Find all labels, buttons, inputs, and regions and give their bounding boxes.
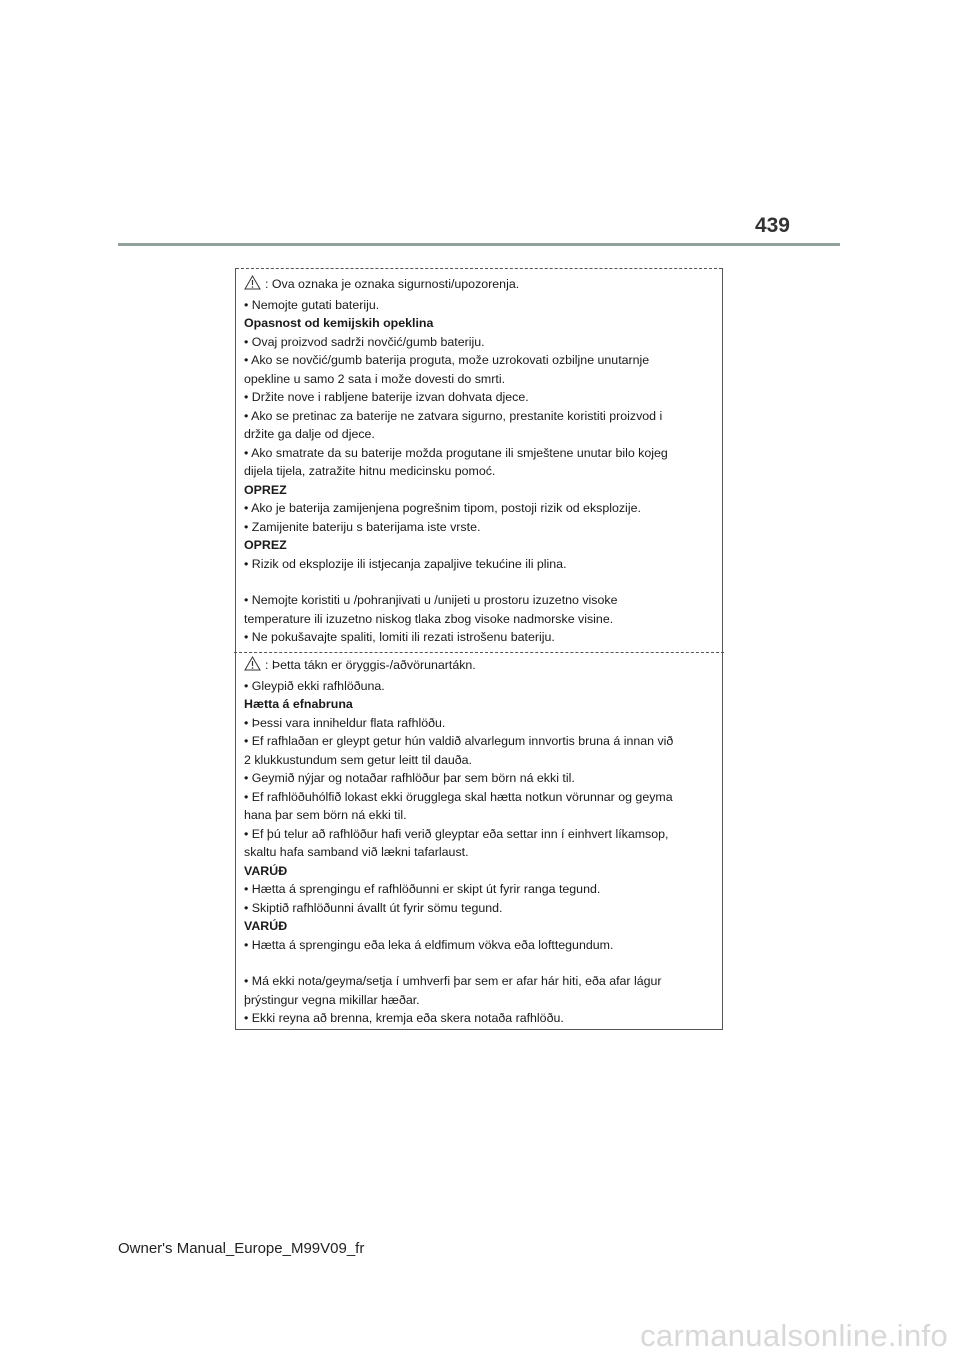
bullet-line: • Ako se novčić/gumb baterija proguta, može uzrokovati ozbiljne unutarnje (244, 353, 650, 367)
icelandic-section (244, 656, 714, 1028)
bullet-line: • Zamijenite bateriju s baterijama iste vrste. (244, 519, 481, 534)
spacer (244, 954, 714, 972)
caution-heading: VARÚÐ (244, 863, 288, 878)
bullet-line: • Ef rafhlaðan er gleypt getur hún valdið alvarlegum innvortis bruna á innan við (244, 734, 674, 748)
continuation-line: dijela tijela, zatražite hitnu medicinsku pomoć. (244, 464, 496, 478)
bullet-line: • Nemojte koristiti u /pohranjivati u /unijeti u prostoru izuzetno visoke (244, 593, 618, 607)
caution-heading: OPREZ (244, 538, 287, 552)
continuation-line: temperature ili izuzetno niskog tlaka zbog visoke nadmorske visine. (244, 611, 614, 626)
continuation-line: þrýstingur vegna mikillar hæðar. (244, 992, 420, 1007)
bullet-line: • Ako je baterija zamijenjena pogrešnim tipom, postoji rizik od eksplozije. (244, 501, 641, 515)
bullet-line: • Hætta á sprengingu eða leka á eldfimum vökva eða lofttegundum. (244, 937, 614, 952)
caution-heading: OPREZ (244, 482, 287, 497)
bullet-line: • Geymið nýjar og notaðar rafhlöður þar sem börn ná ekki til. (244, 771, 575, 785)
bullet-line: • Þessi vara inniheldur flata rafhlöðu. (244, 715, 446, 730)
section-divider (234, 652, 724, 653)
battery-warning-box (235, 268, 723, 1030)
warning-triangle-icon (244, 275, 261, 296)
header-rule (118, 243, 840, 246)
warning-symbol-line (244, 275, 714, 296)
bullet-line: • Ako smatrate da su baterije možda progutane ili smještene unutar bilo kojeg (244, 445, 668, 460)
warning-symbol-text: : Ova oznaka je oznaka sigurnosti/upozorenja. (265, 277, 520, 291)
footer-manual-id: Owner's Manual_Europe_M99V09_fr (118, 1240, 365, 1257)
bullet-line: • Ef rafhlöðuhólfið lokast ekki örugglega skal hætta notkun vörunnar og geyma (244, 789, 673, 804)
box-top-dashed-border (236, 268, 722, 269)
bullet-line: • Ekki reyna að brenna, kremja eða skera notaða rafhlöðu. (244, 1011, 564, 1025)
bullet-line: • Nemojte gutati bateriju. (244, 297, 380, 312)
section-heading: Hætta á efnabruna (244, 697, 353, 711)
bullet-line: • Ne pokušavajte spaliti, lomiti ili rezati istrošenu bateriju. (244, 630, 555, 644)
warning-symbol-text: : Þetta tákn er öryggis-/aðvörunartákn. (265, 658, 476, 672)
bullet-line: • Rizik od eksplozije ili istjecanja zapaljive tekućine ili plina. (244, 556, 567, 571)
continuation-line: skaltu hafa samband við lækni tafarlaust. (244, 845, 469, 859)
bullet-line: • Gleypið ekki rafhlöðuna. (244, 678, 385, 693)
continuation-line: držite ga dalje od djece. (244, 427, 375, 441)
bullet-line: • Hætta á sprengingu ef rafhlöðunni er skipt út fyrir ranga tegund. (244, 882, 601, 896)
bullet-line: • Skiptið rafhlöðunni ávallt út fyrir sömu tegund. (244, 900, 503, 915)
spacer (244, 573, 714, 591)
bullet-line: • Má ekki nota/geyma/setja í umhverfi þar sem er afar hár hiti, eða afar lágur (244, 974, 662, 988)
continuation-line: 2 klukkustundum sem getur leitt til dauða. (244, 752, 472, 767)
watermark: carmanualsonline.info (640, 1318, 948, 1353)
bullet-line: • Ovaj proizvod sadrži novčić/gumb bateriju. (244, 334, 485, 349)
warning-triangle-icon (244, 656, 261, 677)
bullet-line: • Ako se pretinac za baterije ne zatvara sigurno, prestanite koristiti proizvod i (244, 408, 663, 423)
continuation-line: hana þar sem börn ná ekki til. (244, 808, 407, 822)
page-number: 439 (754, 214, 790, 237)
croatian-section (244, 275, 714, 647)
bullet-line: • Ef þú telur að rafhlöður hafi verið gleyptar eða settar inn í einhvert líkamsop, (244, 826, 669, 841)
caution-heading: VARÚÐ (244, 919, 288, 933)
warning-symbol-line (244, 656, 714, 677)
section-heading: Opasnost od kemijskih opeklina (244, 316, 434, 330)
continuation-line: opekline u samo 2 sata i može dovesti do smrti. (244, 371, 506, 386)
bullet-line: • Držite nove i rabljene baterije izvan dohvata djece. (244, 390, 529, 404)
